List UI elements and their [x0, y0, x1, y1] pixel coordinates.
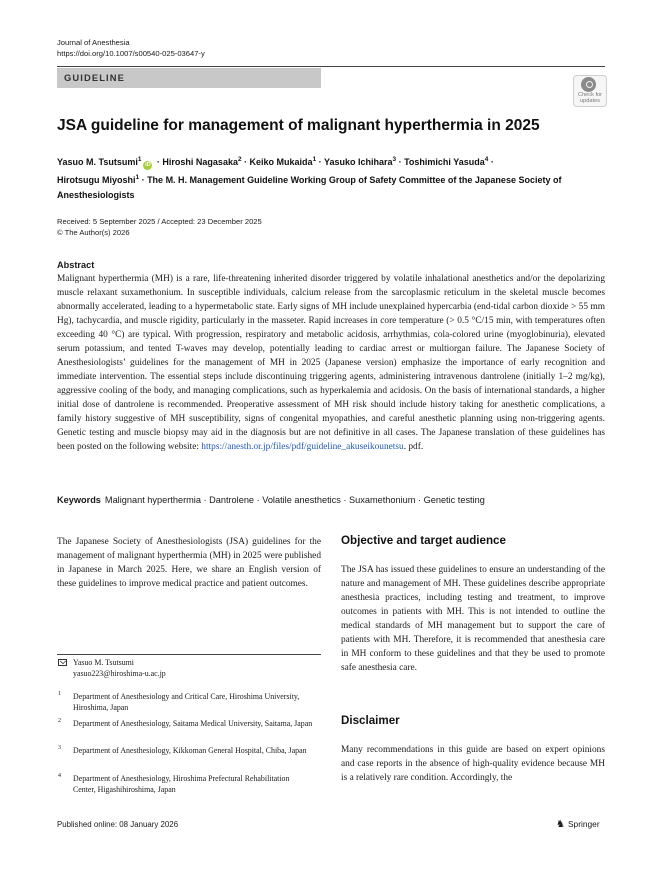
author-separator: · [154, 157, 163, 167]
author-name[interactable]: Keiko Mukaida [249, 157, 313, 167]
affiliation-number: 4 [58, 773, 61, 779]
abstract-body [57, 272, 605, 454]
affiliation-marker: 3 [392, 156, 397, 163]
objective-paragraph: The JSA has issued these guidelines to ensure an understanding of the nature and management of MH. These guidelines describe appropriate anesthesia practices, including testing and treatment, to improve outcomes in patients with MH. This is not intended to outline the medical standards of MH management but to support the care of patients with MH. Therefore, it is recommended that anesthesia care in MH conform to these guidelines and that they be used to promote safe anesthesia care. [341, 565, 605, 673]
author-list [57, 152, 577, 203]
doi-link[interactable]: https://doi.org/10.1007/s00540-025-03647-y [57, 49, 205, 58]
publisher-name: Springer [567, 819, 600, 829]
article-type-label: GUIDELINE [64, 72, 125, 83]
affiliation-marker: 2 [237, 156, 242, 163]
affiliation-number: 1 [58, 691, 61, 697]
affiliation-marker: 1 [135, 174, 140, 181]
springer-horse-icon: ♞ [556, 819, 565, 830]
header-rule [57, 66, 605, 67]
affiliation-marker: 4 [484, 156, 489, 163]
copyright-notice: © The Author(s) 2026 [57, 228, 130, 237]
author-name[interactable]: Toshimichi Yasuda [404, 157, 485, 167]
orcid-icon[interactable]: iD [145, 162, 151, 168]
author-name[interactable]: Hirotsugu Miyoshi [57, 175, 136, 185]
envelope-icon [58, 659, 67, 666]
affiliation-marker: 1 [312, 156, 317, 163]
received-accepted-dates: Received: 5 September 2025 / Accepted: 23 December 2025 [57, 217, 262, 226]
article-title: JSA guideline for management of malignant hyperthermia in 2025 [57, 117, 540, 134]
author-name[interactable]: Yasuo M. Tsutsumi [57, 157, 138, 167]
abstract-heading: Abstract [57, 260, 95, 270]
disclaimer-paragraph: Many recommendations in this guide are based on expert opinions and case reports in the absence of high-quality evidence because MH is a relatively rare condition. Accordingly, the [341, 745, 605, 783]
author-group: The M. H. Management Guideline Working Group of Safety Committee of the Japanese Society of Anesthesiologists [57, 175, 562, 200]
corresponding-author-email[interactable]: yasuo223@hiroshima-u.ac.jp [73, 669, 166, 678]
affiliation-text: Department of Anesthesiology, Hiroshima Prefectural Rehabilitation Center, Higashihiroshima, Japan [73, 774, 290, 794]
author-separator: · [316, 157, 324, 167]
publisher-logo [556, 819, 600, 830]
author-name[interactable]: Yasuko Ichihara [323, 157, 393, 167]
journal-name: Journal of Anesthesia [57, 38, 130, 47]
affiliation-text: Department of Anesthesiology, Saitama Medical University, Saitama, Japan [73, 719, 313, 728]
section-heading-disclaimer: Disclaimer [341, 714, 400, 727]
author-separator: · [488, 157, 494, 167]
corresponding-author-name: Yasuo M. Tsutsumi [73, 658, 134, 667]
abstract-text: Malignant hyperthermia (MH) is a rare, life-threatening inherited disorder triggered by volatile inhalational anesthetics and/or the depolarizing muscle relaxant suxamethonium. In susceptible individuals, calcium release from the sarcoplasmic reticulum in the skeletal muscle becomes abnormally accelerated, leading to a hypermetabolic state. Early signs of MH include unexplained hypercarbia (end-tidal carbon dioxide > 55 mm Hg), tachycardia, and muscle rigidity, particularly in the masseter. Rapid increases in core temperature (> 0.5 °C/15 min, with temperatures often exceeding 40 °C) are typical. With progression, respiratory and metabolic acidosis, arrhythmias, cola-colored urine (myoglobinuria), elevated serum potassium, and tented T-waves may develop, potentially leading to cardiac arrest or multiorgan failure. The Japanese Society of Anesthesiologists’ guidelines for the management of MH in 2025 (Japanese version) emphasize the importance of early recognition and immediate intervention. The essential steps include discontinuing triggering agents, administering intravenous dantrolene (initially 1–2 mg/kg), aggressive cooling of the body, and managing complications, such as hyperkalemia and acidosis. On the basis of international standards, a higher initial dose of dantrolene is recommended. Preoperative assessment of MH risk should include history taking for anesthetic complications, a family history suggestive of MH susceptibility, signs of congenital myopathies, and careful anesthetic planning using non-triggering agents. Genetic testing and muscle biopsy may aid in the diagnosis but are not definitive in all cases. The Japanese translation of these guidelines has been posted on the following website: [57, 274, 605, 452]
author-separator: · [241, 157, 250, 167]
keywords-label: Keywords [57, 495, 101, 505]
guideline-url-link[interactable]: https://anesth.or.jp/files/pdf/guideline_akuseikounetsu [201, 442, 404, 452]
keywords [57, 494, 605, 506]
author-separator: · [396, 157, 405, 167]
check-updates-icon-ring [586, 81, 593, 88]
affiliation-number: 2 [58, 718, 61, 724]
affiliation-marker: 1 [137, 156, 142, 163]
affiliation-number: 3 [58, 745, 61, 751]
intro-paragraph: The Japanese Society of Anesthesiologists (JSA) guidelines for the management of malignant hyperthermia (MH) in 2025 were published in Japanese in March 2025. Here, we share an English version of these guidelines to improve medical practice and patient outcomes. [57, 537, 321, 589]
author-separator: · [139, 175, 148, 185]
keywords-list: Malignant hyperthermia · Dantrolene · Volatile anesthetics · Suxamethonium · Genetic testing [104, 495, 485, 505]
abstract-link-suffix: . pdf. [403, 442, 424, 452]
affiliation-text: Department of Anesthesiology, Kikkoman General Hospital, Chiba, Japan [73, 746, 307, 755]
published-date: Published online: 08 January 2026 [57, 820, 179, 829]
check-updates-label: Check for updates [578, 92, 602, 104]
section-heading-objective: Objective and target audience [341, 534, 506, 547]
affiliation-text: Department of Anesthesiology and Critical Care, Hiroshima University, Hiroshima, Japan [73, 692, 300, 712]
footnote-rule [57, 654, 321, 655]
author-name[interactable]: Hiroshi Nagasaka [162, 157, 238, 167]
